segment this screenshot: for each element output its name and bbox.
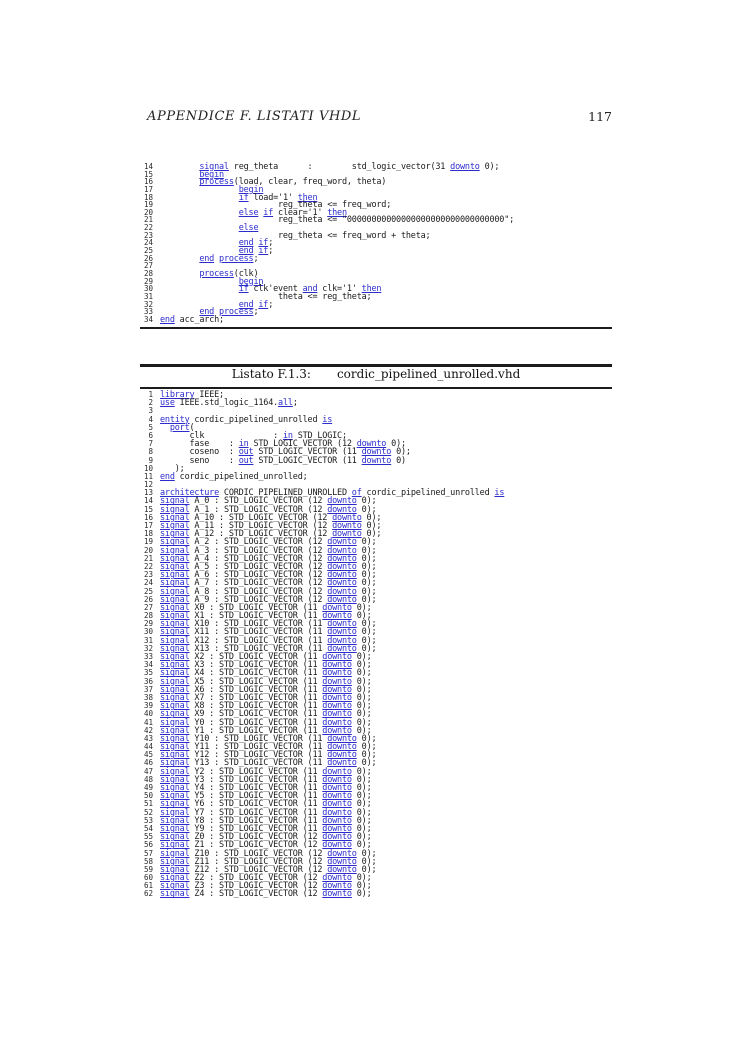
- code-line: [140, 473, 504, 481]
- line-number: 51: [143, 799, 153, 809]
- line-number: 29: [143, 276, 153, 286]
- code-text: signal X4 : STD_LOGIC_VECTOR (11 downto 0);: [160, 668, 372, 679]
- line-number: 47: [143, 766, 153, 776]
- line-number: 18: [143, 529, 153, 539]
- code-text: signal A_0 : STD_LOGIC_VECTOR (12 downto 0);: [160, 496, 377, 507]
- code-text: entity cordic_pipelined_unrolled is: [160, 414, 333, 425]
- code-text: end process;: [199, 307, 259, 318]
- line-number: 1: [148, 390, 153, 399]
- line-number: 26: [143, 253, 153, 263]
- line-number: 19: [143, 537, 153, 547]
- code-text: signal A_7 : STD_LOGIC_VECTOR (12 downto 0);: [160, 578, 377, 589]
- page-number: 117: [588, 109, 612, 124]
- line-number: 27: [143, 261, 153, 271]
- code-text: signal A_3 : STD_LOGIC_VECTOR (12 downto 0);: [160, 545, 377, 556]
- line-number: 20: [143, 545, 153, 555]
- line-number: 42: [143, 725, 153, 735]
- code-text: signal Y13 : STD_LOGIC_VECTOR (11 downto 0);: [160, 758, 377, 769]
- line-number: 6: [148, 430, 153, 440]
- line-number: 50: [143, 791, 153, 801]
- code-line: [140, 416, 504, 424]
- code-text: begin: [238, 276, 264, 287]
- line-number: 11: [143, 471, 153, 481]
- line-number: 17: [143, 521, 153, 530]
- code-text: theta <= reg_theta;: [160, 291, 372, 302]
- code-text: fase : in STD_LOGIC_VECTOR (12 downto 0);: [160, 439, 406, 450]
- line-number: 56: [143, 840, 153, 850]
- code-text: process(load, clear, freq_word, theta): [199, 177, 387, 188]
- line-number: 22: [143, 561, 153, 571]
- line-number: 48: [143, 774, 153, 784]
- line-number: 33: [143, 307, 153, 317]
- code-text: signal A_2 : STD_LOGIC_VECTOR (12 downto 0);: [160, 537, 377, 548]
- code-text: architecture CORDIC_PIPELINED_UNROLLED of cordic_pipelined_unrolled is: [160, 488, 505, 499]
- code-text: use IEEE.std_logic_1164.all;: [160, 398, 298, 409]
- code-text: process(clk): [199, 268, 259, 279]
- code-text: signal A_4 : STD_LOGIC_VECTOR (12 downto 0);: [160, 553, 377, 564]
- line-number: 27: [143, 602, 153, 612]
- code-text: end if;: [238, 299, 274, 310]
- code-text: signal A_9 : STD_LOGIC_VECTOR (12 downto 0);: [160, 594, 377, 605]
- line-number: 58: [143, 856, 153, 866]
- line-number: 38: [143, 692, 153, 702]
- line-number: 8: [148, 447, 153, 457]
- line-number: 46: [143, 758, 153, 768]
- line-number: 45: [143, 750, 153, 760]
- line-number: 10: [143, 463, 153, 473]
- line-number: 32: [143, 643, 153, 653]
- line-number: 26: [143, 594, 153, 604]
- line-number: 28: [143, 268, 153, 278]
- code-text: begin: [199, 169, 224, 180]
- line-number: 12: [143, 480, 153, 490]
- code-text: signal X2 : STD_LOGIC_VECTOR (11 downto 0);: [160, 652, 372, 662]
- code-text: signal Z3 : STD_LOGIC_VECTOR (12 downto 0);: [160, 881, 372, 892]
- caption-label: Listato F.1.3:: [231, 367, 311, 381]
- code-text: signal Y0 : STD_LOGIC_VECTOR (11 downto 0);: [160, 717, 372, 728]
- line-number: 49: [143, 783, 153, 792]
- line-number: 15: [143, 169, 153, 179]
- code-text: signal A_11 : STD_LOGIC_VECTOR (12 downto 0);: [160, 521, 382, 531]
- code-text: signal Z11 : STD_LOGIC_VECTOR (12 downto 0);: [160, 856, 377, 867]
- line-number: 40: [143, 709, 153, 719]
- line-number: 17: [143, 184, 153, 194]
- line-number: 31: [143, 291, 153, 301]
- code-text: else: [238, 223, 259, 234]
- line-number: 44: [143, 742, 153, 752]
- line-number: 35: [143, 668, 153, 678]
- code-text: signal X6 : STD_LOGIC_VECTOR (11 downto 0);: [160, 684, 372, 695]
- line-number: 34: [143, 660, 153, 670]
- code-text: signal Y2 : STD_LOGIC_VECTOR (11 downto 0);: [160, 766, 372, 777]
- line-number: 30: [143, 627, 153, 637]
- listing-end-rule: [140, 327, 612, 329]
- code-text: signal Y6 : STD_LOGIC_VECTOR (11 downto 0);: [160, 799, 372, 810]
- line-number: 33: [143, 652, 153, 661]
- code-listing-continuation: [140, 163, 514, 323]
- code-text: signal Z10 : STD_LOGIC_VECTOR (12 downto 0);: [160, 848, 377, 859]
- code-text: signal X10 : STD_LOGIC_VECTOR (11 downto 0);: [160, 619, 377, 630]
- code-text: signal A_1 : STD_LOGIC_VECTOR (12 downto 0);: [160, 504, 377, 515]
- line-number: 15: [143, 504, 153, 514]
- code-text: signal Y12 : STD_LOGIC_VECTOR (11 downto 0);: [160, 750, 377, 761]
- running-header: APPENDICE F. LISTATI VHDL: [147, 109, 362, 124]
- code-line: [140, 399, 504, 407]
- code-line: [140, 457, 504, 465]
- line-number: 3: [148, 406, 153, 416]
- code-text: signal Y4 : STD_LOGIC_VECTOR (11 downto 0);: [160, 783, 372, 793]
- code-text: signal A_12 : STD_LOGIC_VECTOR (12 downto 0);: [160, 529, 382, 540]
- code-text: signal Y10 : STD_LOGIC_VECTOR (11 downto 0);: [160, 733, 377, 744]
- code-text: signal X1 : STD_LOGIC_VECTOR (11 downto 0);: [160, 611, 372, 622]
- code-text: clk : in STD_LOGIC;: [160, 430, 347, 441]
- code-text: signal Z12 : STD_LOGIC_VECTOR (12 downto 0);: [160, 864, 377, 875]
- line-number: 14: [143, 496, 153, 506]
- code-text: signal X12 : STD_LOGIC_VECTOR (11 downto 0);: [160, 635, 377, 646]
- code-text: seno : out STD_LOGIC_VECTOR (11 downto 0): [160, 455, 406, 466]
- line-number: 4: [148, 414, 153, 424]
- caption-filename: cordic_pipelined_unrolled.vhd: [336, 367, 521, 381]
- code-text: end acc_arch;: [160, 314, 224, 325]
- line-number: 16: [143, 177, 153, 187]
- line-number: 61: [143, 881, 153, 891]
- line-number: 5: [148, 422, 153, 432]
- code-text: reg_theta <= "00000000000000000000000000000000";: [160, 215, 515, 226]
- line-number: 36: [143, 676, 153, 686]
- code-text: signal X11 : STD_LOGIC_VECTOR (11 downto 0);: [160, 627, 377, 638]
- line-number: 13: [143, 488, 153, 498]
- code-text: end if;: [238, 246, 274, 257]
- code-text: signal A_5 : STD_LOGIC_VECTOR (12 downto 0);: [160, 561, 377, 572]
- code-text: end cordic_pipelined_unrolled;: [160, 471, 308, 482]
- code-line: [140, 890, 504, 898]
- line-number: 23: [143, 570, 153, 580]
- code-text: end process;: [199, 253, 259, 264]
- line-number: 28: [143, 611, 153, 621]
- line-number: 60: [143, 873, 153, 883]
- code-text: signal Y7 : STD_LOGIC_VECTOR (11 downto 0);: [160, 807, 372, 818]
- line-number: 7: [148, 439, 153, 449]
- line-number: 2: [148, 398, 153, 408]
- line-number: 53: [143, 815, 153, 825]
- code-text: signal Y8 : STD_LOGIC_VECTOR (11 downto 0);: [160, 815, 372, 826]
- code-text: signal X0 : STD_LOGIC_VECTOR (11 downto 0);: [160, 602, 372, 613]
- code-text: if clk'event and clk='1' then: [238, 284, 382, 295]
- line-number: 37: [143, 684, 153, 694]
- line-number: 20: [143, 207, 153, 217]
- line-number: 41: [143, 717, 153, 727]
- code-line: [140, 255, 514, 263]
- line-number: 55: [143, 832, 153, 842]
- code-text: signal reg_theta : std_logic_vector(31 downto 0);: [199, 162, 500, 172]
- line-number: 39: [143, 701, 153, 711]
- code-text: end if;: [238, 238, 274, 249]
- code-text: begin: [238, 184, 264, 195]
- line-number: 23: [143, 230, 153, 240]
- code-text: reg_theta <= freq_word + theta;: [160, 230, 431, 241]
- line-number: 19: [143, 200, 153, 210]
- code-text: );: [160, 463, 185, 474]
- line-number: 16: [143, 512, 153, 522]
- line-number: 24: [143, 578, 153, 588]
- line-number: 21: [143, 215, 153, 225]
- code-text: signal Y11 : STD_LOGIC_VECTOR (11 downto 0);: [160, 742, 377, 753]
- line-number: 29: [143, 619, 153, 629]
- code-text: signal X9 : STD_LOGIC_VECTOR (11 downto 0);: [160, 709, 372, 720]
- caption-bottom-rule: [140, 387, 612, 389]
- line-number: 25: [143, 586, 153, 596]
- line-number: 62: [143, 889, 153, 899]
- code-text: signal X3 : STD_LOGIC_VECTOR (11 downto 0);: [160, 660, 372, 671]
- code-text: reg_theta <= freq_word;: [160, 200, 392, 211]
- line-number: 21: [143, 553, 153, 563]
- line-number: 43: [143, 733, 153, 743]
- code-text: signal Z0 : STD_LOGIC_VECTOR (12 downto 0);: [160, 832, 372, 843]
- code-text: signal Y9 : STD_LOGIC_VECTOR (11 downto 0);: [160, 823, 372, 834]
- line-number: 25: [143, 246, 153, 256]
- code-text: signal Y1 : STD_LOGIC_VECTOR (11 downto 0);: [160, 725, 372, 736]
- line-number: 22: [143, 223, 153, 233]
- code-text: signal X7 : STD_LOGIC_VECTOR (11 downto 0);: [160, 692, 372, 703]
- code-text: port(: [169, 422, 195, 433]
- code-line: [140, 316, 514, 324]
- line-number: 30: [143, 284, 153, 294]
- listing-caption: [140, 367, 612, 381]
- code-text: signal Y3 : STD_LOGIC_VECTOR (11 downto 0);: [160, 774, 372, 785]
- code-listing-cordic-pipelined-unrolled: [140, 391, 504, 899]
- line-number: 32: [143, 299, 153, 309]
- code-text: coseno : out STD_LOGIC_VECTOR (11 downto 0);: [160, 447, 411, 458]
- code-text: if load='1' then: [238, 192, 318, 203]
- code-text: signal Y5 : STD_LOGIC_VECTOR (11 downto 0);: [160, 791, 372, 802]
- code-text: signal X8 : STD_LOGIC_VECTOR (11 downto 0);: [160, 701, 372, 712]
- line-number: 9: [148, 455, 153, 465]
- code-text: signal X5 : STD_LOGIC_VECTOR (11 downto 0);: [160, 676, 372, 687]
- code-text: signal A_10 : STD_LOGIC_VECTOR (12 downto 0);: [160, 512, 382, 523]
- code-text: else if clear='1' then: [238, 207, 347, 218]
- line-number: 18: [143, 192, 153, 202]
- line-number: 24: [143, 238, 153, 248]
- code-text: library IEEE;: [160, 390, 224, 400]
- line-number: 54: [143, 823, 153, 833]
- line-number: 59: [143, 864, 153, 874]
- line-number: 34: [143, 314, 153, 324]
- code-text: signal X13 : STD_LOGIC_VECTOR (11 downto 0);: [160, 643, 377, 654]
- line-number: 31: [143, 635, 153, 645]
- line-number: 57: [143, 848, 153, 858]
- line-number: 52: [143, 807, 153, 817]
- code-text: signal A_6 : STD_LOGIC_VECTOR (12 downto 0);: [160, 570, 377, 581]
- code-text: signal Z2 : STD_LOGIC_VECTOR (12 downto 0);: [160, 873, 372, 884]
- code-text: signal Z1 : STD_LOGIC_VECTOR (12 downto 0);: [160, 840, 372, 851]
- code-text: signal Z4 : STD_LOGIC_VECTOR (12 downto 0);: [160, 889, 372, 900]
- line-number: 14: [143, 162, 153, 171]
- code-text: signal A_8 : STD_LOGIC_VECTOR (12 downto 0);: [160, 586, 377, 597]
